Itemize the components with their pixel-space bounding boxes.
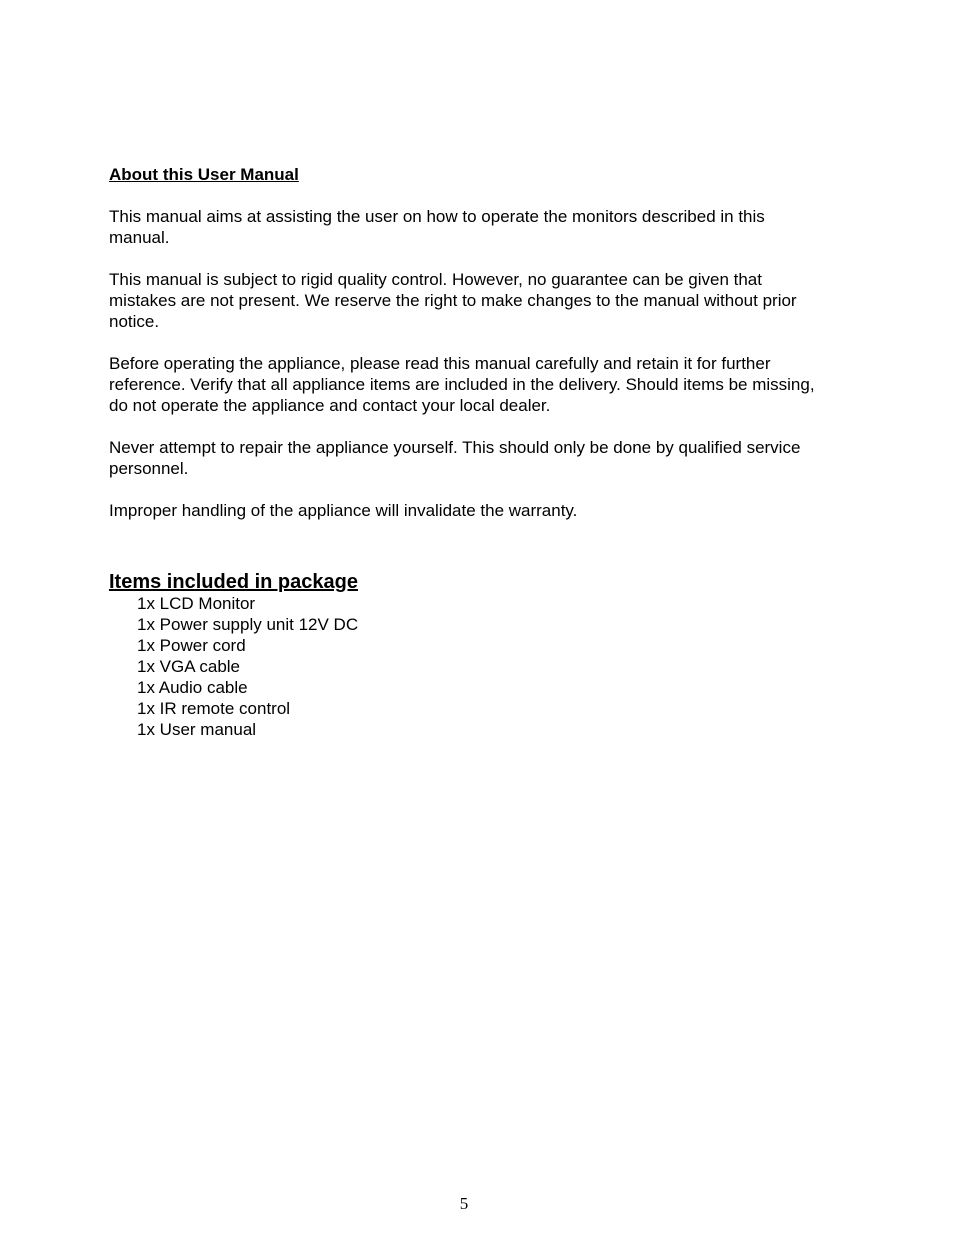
items-list — [137, 593, 358, 740]
about-paragraph-5: Improper handling of the appliance will invalidate the warranty. — [109, 501, 578, 520]
list-item: 1x Power cord — [137, 636, 246, 655]
about-paragraph-2: This manual is subject to rigid quality control. However, no guarantee can be given that mistakes are not present. We reserve the right to make changes to the manual without prior notice. — [109, 270, 797, 331]
list-item: 1x User manual — [137, 720, 257, 739]
about-title: About this User Manual — [109, 165, 299, 184]
items-title: Items included in package — [109, 571, 358, 593]
page-number: 5 — [459, 1194, 469, 1213]
list-item: 1x IR remote control — [137, 699, 291, 718]
list-item: 1x LCD Monitor — [137, 594, 256, 613]
list-item: 1x Power supply unit 12V DC — [137, 615, 359, 634]
about-section — [109, 164, 829, 521]
about-paragraph-3: Before operating the appliance, please read this manual carefully and retain it for further reference. Verify that all appliance items are included in the delivery. Should items be missing, do not operate the appliance and contact your local dealer. — [109, 354, 815, 415]
about-paragraph-1: This manual aims at assisting the user on how to operate the monitors described in this manual. — [109, 207, 765, 247]
list-item: 1x VGA cable — [137, 657, 241, 676]
list-item: 1x Audio cable — [137, 678, 248, 697]
about-paragraph-4: Never attempt to repair the appliance yourself. This should only be done by qualified service personnel. — [109, 438, 801, 478]
